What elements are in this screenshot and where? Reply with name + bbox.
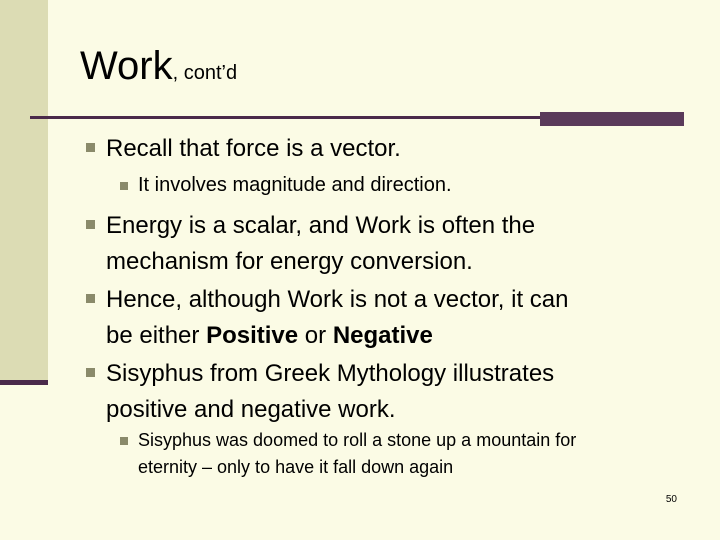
negative-bold: Negative xyxy=(332,322,433,349)
sub-bullet-doomed-line2: eternity – only to have it fall down again xyxy=(138,457,454,477)
bullet-square-icon xyxy=(86,220,95,229)
title-main: Work xyxy=(80,44,173,88)
hence-text-pre: be either xyxy=(106,322,207,349)
bullet-square-icon xyxy=(86,368,95,377)
bullet-energy-line1: Energy is a scalar, and Work is often the xyxy=(106,212,536,239)
sub-bullet-square-icon xyxy=(120,182,128,190)
bullet-square-icon xyxy=(86,294,95,303)
bullet-sisyphus-line1: Sisyphus from Greek Mythology illustrates xyxy=(106,360,555,387)
hence-text-mid: or xyxy=(298,322,333,349)
sub-bullet-magnitude: It involves magnitude and direction. xyxy=(138,174,452,196)
sub-bullet-square-icon xyxy=(120,437,128,445)
bullet-hence-line2 xyxy=(106,317,433,354)
bullet-sisyphus-line2: positive and negative work. xyxy=(106,396,396,423)
title-suffix: , cont’d xyxy=(172,62,238,84)
bullet-hence-line1: Hence, although Work is not a vector, it can xyxy=(106,286,569,313)
bullet-square-icon xyxy=(86,143,95,152)
page-number: 50 xyxy=(665,494,677,505)
sub-bullet-doomed-line1: Sisyphus was doomed to roll a stone up a mountain for xyxy=(138,430,577,450)
bullet-energy-line2: mechanism for energy conversion. xyxy=(106,248,473,275)
positive-bold: Positive xyxy=(206,322,299,349)
bullet-force-vector: Recall that force is a vector. xyxy=(106,135,401,162)
